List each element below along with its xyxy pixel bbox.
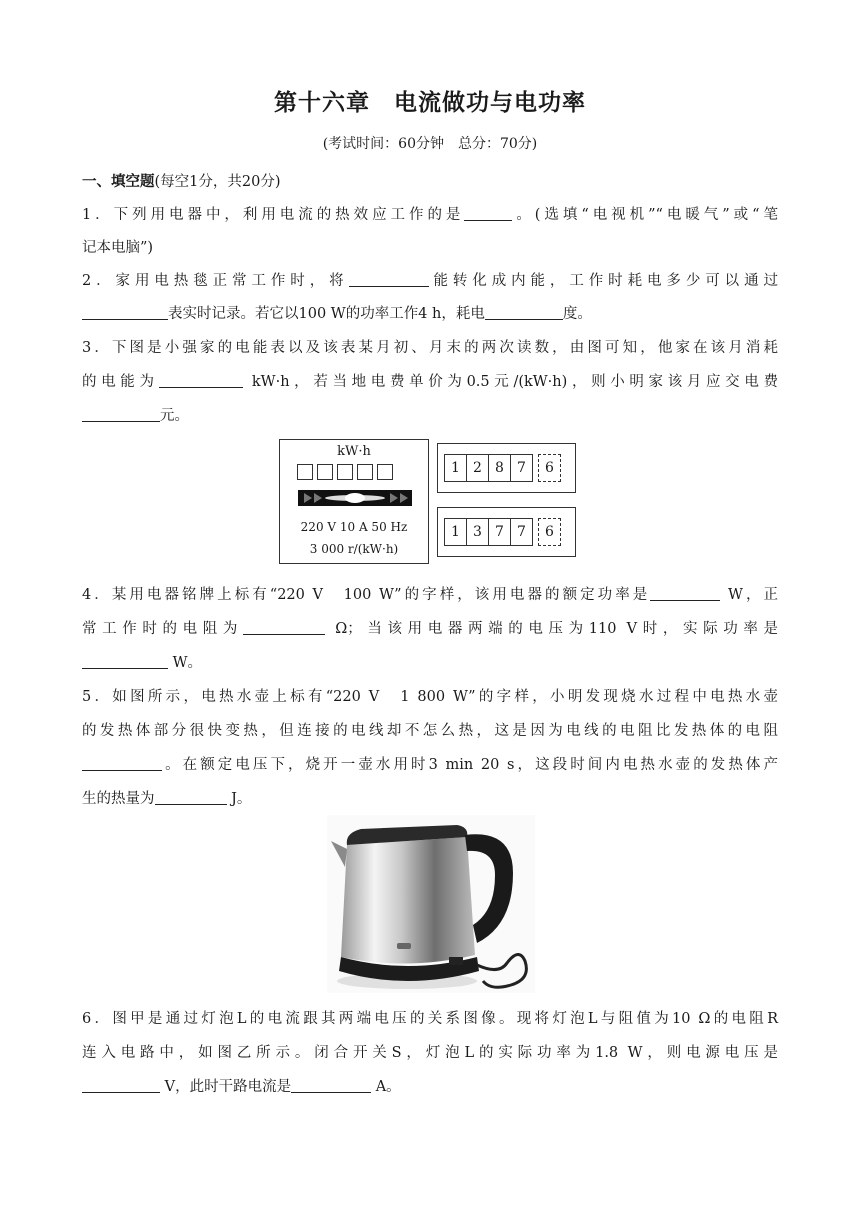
reading-decimal-digit: 6 (538, 454, 561, 482)
reading-digit: 1 (444, 518, 467, 546)
answer-blank[interactable] (82, 305, 168, 320)
question-2-line-1: 2．家用电热毯正常工作时，将 能转化成内能，工作时耗电多少可以通过 (82, 273, 778, 289)
meter-constant: 3 000 r/(kW·h) (309, 542, 399, 556)
reading-digit: 1 (444, 454, 467, 482)
meter-unit-label: kW·h (337, 444, 371, 459)
electric-kettle-image (327, 815, 535, 993)
meter-digit-box (357, 464, 373, 480)
answer-blank[interactable] (349, 272, 429, 287)
question-4-line-1: 4．某用电器铭牌上标有“220 V 100 W”的字样，该用电器的额定功率是 W，正 (82, 587, 778, 603)
question-5-line-4: 生的热量为 J。 (82, 791, 252, 807)
meter-digit-box (297, 464, 313, 480)
question-6-line-3: V，此时干路电流是 A。 (82, 1075, 778, 1096)
reading-month-start (437, 443, 576, 493)
question-3-line-3: 元。 (82, 404, 778, 425)
answer-blank[interactable] (291, 1078, 371, 1093)
section-title: 一、填空题 (82, 174, 155, 190)
section-heading (82, 170, 281, 191)
electricity-meter (279, 439, 429, 564)
meter-rotating-disk (298, 489, 412, 507)
question-6-line-1: 6．图甲是通过灯泡L的电流跟其两端电压的关系图像。现将灯泡L与阻值为10 Ω的电阻R (82, 1011, 778, 1027)
answer-blank[interactable] (82, 654, 168, 669)
reading-digit: 7 (510, 518, 533, 546)
question-1-line-2: 记本电脑”) (82, 240, 154, 256)
question-1-line-1: 1．下列用电器中，利用电流的热效应工作的是 。(选填“电视机”“电暖气”或“笔 (82, 207, 778, 223)
answer-blank[interactable] (485, 305, 563, 320)
reading-digit: 2 (466, 454, 489, 482)
question-2-line-2: 表实时记录。若它以100 W的功率工作4 h，耗电 度。 (82, 302, 778, 323)
answer-blank[interactable] (159, 373, 243, 388)
exam-info: (考试时间：60分钟 总分：70分) (322, 136, 538, 152)
answer-blank[interactable] (155, 790, 227, 805)
answer-blank[interactable] (82, 407, 160, 422)
question-6-line-2: 连入电路中，如图乙所示。闭合开关S，灯泡L的实际功率为1.8 W，则电源电压是 (82, 1045, 778, 1061)
reading-digit: 3 (466, 518, 489, 546)
question-3-line-2: 的电能为 kW·h，若当地电费单价为0.5元/(kW·h)，则小明家该月应交电费 (82, 374, 778, 390)
page-title: 第十六章 电流做功与电功率 (274, 90, 586, 116)
reading-digit: 7 (488, 518, 511, 546)
question-4-line-3: W。 (82, 651, 778, 672)
answer-blank[interactable] (243, 620, 325, 635)
meter-digit-boxes (297, 464, 397, 484)
question-5-line-2: 的发热体部分很快变热，但连接的电线却不怎么热，这是因为电线的电阻比发热体的电阻 (82, 723, 778, 739)
question-5-line-3: 。在额定电压下，烧开一壶水用时3 min 20 s，这段时间内电热水壶的发热体产 (82, 753, 778, 774)
meter-digit-box (377, 464, 393, 480)
question-5-line-1: 5．如图所示，电热水壶上标有“220 V 1 800 W”的字样，小明发现烧水过程中电热水壶 (82, 689, 778, 705)
meter-digit-box (317, 464, 333, 480)
answer-blank[interactable] (464, 206, 512, 221)
question-3-line-1: 3．下图是小强家的电能表以及该表某月初、月末的两次读数，由图可知，他家在该月消耗 (82, 340, 778, 356)
question-4-line-2: 常工作时的电阻为 Ω；当该用电器两端的电压为110 V时，实际功率是 (82, 621, 778, 637)
reading-digit: 8 (488, 454, 511, 482)
reading-decimal-digit: 6 (538, 518, 561, 546)
meter-rating: 220 V 10 A 50 Hz (300, 520, 408, 534)
answer-blank[interactable] (82, 756, 162, 771)
reading-digit: 7 (510, 454, 533, 482)
reading-month-end (437, 507, 576, 557)
section-note: (每空1分，共20分) (154, 174, 281, 190)
answer-blank[interactable] (650, 586, 720, 601)
answer-blank[interactable] (82, 1078, 160, 1093)
meter-digit-box (337, 464, 353, 480)
